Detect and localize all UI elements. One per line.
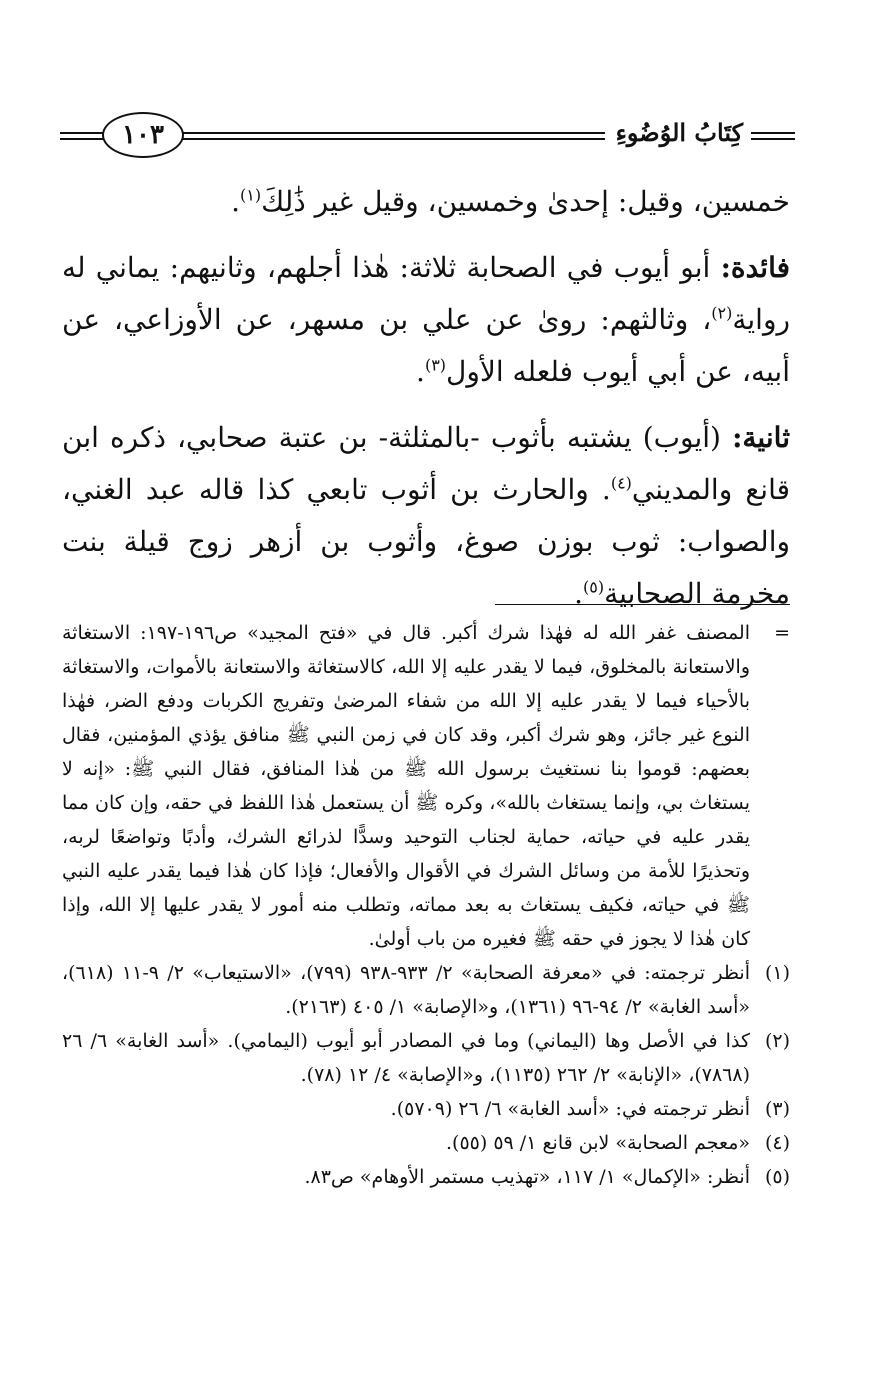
paragraph-2-end: . bbox=[416, 355, 425, 388]
page-number bbox=[102, 112, 184, 158]
header-rule-right bbox=[751, 132, 795, 140]
main-text bbox=[62, 176, 790, 634]
running-title: كِتَابُ الوُضُوءِ bbox=[615, 118, 743, 147]
footnote-3-mark: (٣) bbox=[764, 1098, 790, 1120]
continuation-mark: = bbox=[774, 622, 790, 644]
footnote-1-text: أنظر ترجمته: في «معرفة الصحابة» ٢/ ٩٣٣-٩٣٨ (٧٩٩)، «الاستيعاب» ٢/ ٩-١١ (٦١٨)، «أسد الغابة» ٢/ ٩٤-٩٦ (١٣٦١)، و«الإصابة» ١/ ٤٠٥ (٢١٦٣). bbox=[62, 962, 750, 1018]
footnotes bbox=[62, 616, 790, 1194]
footnote-3-text: أنظر ترجمته في: «أسد الغابة» ٦/ ٢٦ (٥٧٠٩). bbox=[390, 1098, 750, 1120]
footnote-ref-4: (٤) bbox=[610, 473, 632, 493]
footnote-2-mark: (٢) bbox=[764, 1030, 790, 1052]
footnote-1-mark: (١) bbox=[764, 962, 790, 984]
header-rule-center bbox=[178, 132, 605, 140]
paragraph-3-text-b: . والحارث بن أثوب تابعي كذا قاله عبد الغني، والصواب: ثوب بوزن صوغ، وأثوب بن أزهر زوج قيلة بنت مخرمة الصحابية bbox=[62, 473, 790, 610]
footnote-2 bbox=[62, 1024, 790, 1092]
paragraph-3-end: . bbox=[574, 577, 584, 610]
footnote-ref-1: (١) bbox=[240, 185, 262, 205]
paragraph-2-text-b: ، وثالثهم: رویٰ عن علي بن مسهر، عن الأوزاعي، عن أبيه، عن أبي أيوب فلعله الأول bbox=[62, 303, 790, 388]
footnote-continuation bbox=[62, 616, 790, 956]
footnote-2-text: كذا في الأصل وها (اليماني) وما في المصادر أبو أيوب (اليمامي). «أسد الغابة» ٦/ ٢٦ (٧٨٦٨)، «الإنابة» ٢/ ٢٦٢ (١١٣٥)، و«الإصابة» ٤/ ١٢ (٧٨). bbox=[62, 1030, 750, 1086]
paragraph-1 bbox=[62, 176, 790, 228]
header-rule-left bbox=[60, 132, 104, 140]
paragraph-2 bbox=[62, 242, 790, 398]
paragraph-3 bbox=[62, 412, 790, 620]
paragraph-1-text: خمسين، وقيل: إحدىٰ وخمسين، وقيل غير ذَٰلِكَ bbox=[261, 185, 790, 218]
paragraph-1-end: . bbox=[231, 185, 241, 218]
footnote-1 bbox=[62, 956, 790, 1024]
footnote-4 bbox=[62, 1126, 790, 1160]
footnote-ref-2: (٢) bbox=[711, 303, 733, 323]
paragraph-2-lead: فائدة: bbox=[720, 251, 790, 284]
paragraph-3-lead: ثانية: bbox=[732, 421, 790, 454]
footnote-5-text: أنظر: «الإكمال» ١/ ١١٧، «تهذيب مستمر الأوهام» ص٨٣. bbox=[304, 1166, 750, 1188]
footnote-5 bbox=[62, 1160, 790, 1194]
paragraph-3-text-a: (أيوب) يشتبه بأثوب -بالمثلثة- بن عتبة صحابي، ذكره ابن قانع والمديني bbox=[62, 421, 791, 506]
footnote-3 bbox=[62, 1092, 790, 1126]
footnote-separator bbox=[495, 604, 790, 605]
footnote-4-text: «معجم الصحابة» لابن قانع ١/ ٥٩ (٥٥). bbox=[445, 1132, 750, 1154]
continuation-text: المصنف غفر الله له فهٰذا شرك أكبر. قال في «فتح المجيد» ص١٩٦-١٩٧: الاستغاثة والاستعانة بالمخلوق، فيما لا يقدر عليه إلا الله، كالاستغاثة والاستعانة بالأموات، والاستغاثة بالأحياء فيما لا يقدر عليه إلا الله من شفاء المرضىٰ وتفريج الكربات ودفع الضر، فهٰذا النوع غير جائز، وهو شرك أكبر، وقد كان في زمن النبي ﷺ منافق يؤذي المؤمنين، فقال بعضهم: قوموا بنا نستغيث برسول الله ﷺ من هٰذا المنافق، فقال النبي ﷺ: «إنه لا يستغاث بي، وإنما يستغاث بالله»، وكره ﷺ أن يستعمل هٰذا اللفظ في حقه، وإن كان مما يقدر عليه في حياته، حماية لجناب التوحيد وسدًّا لذرائع الشرك، وأدبًا وتواضعًا لربه، وتحذيرًا للأمة من وسائل الشرك في الأقوال والأفعال؛ فإذا كان هٰذا فيما يقدر عليه النبي ﷺ في حياته، فكيف يستغاث به بعد مماته، وتطلب منه أمور لا يقدر عليها إلا الله، وإذا كان هٰذا لا يجوز في حقه ﷺ فغيره من باب أولىٰ. bbox=[62, 622, 751, 950]
page-header bbox=[60, 108, 795, 168]
paragraph-2-text-a: أبو أيوب في الصحابة ثلاثة: هٰذا أجلهم، وثانيهم: يماني له رواية bbox=[62, 251, 790, 336]
footnote-ref-3: (٣) bbox=[424, 355, 447, 375]
footnote-ref-5: (٥) bbox=[583, 577, 605, 597]
footnote-4-mark: (٤) bbox=[764, 1132, 790, 1154]
footnote-5-mark: (٥) bbox=[764, 1166, 790, 1188]
page-number-text: ١٠٣ bbox=[122, 120, 164, 150]
